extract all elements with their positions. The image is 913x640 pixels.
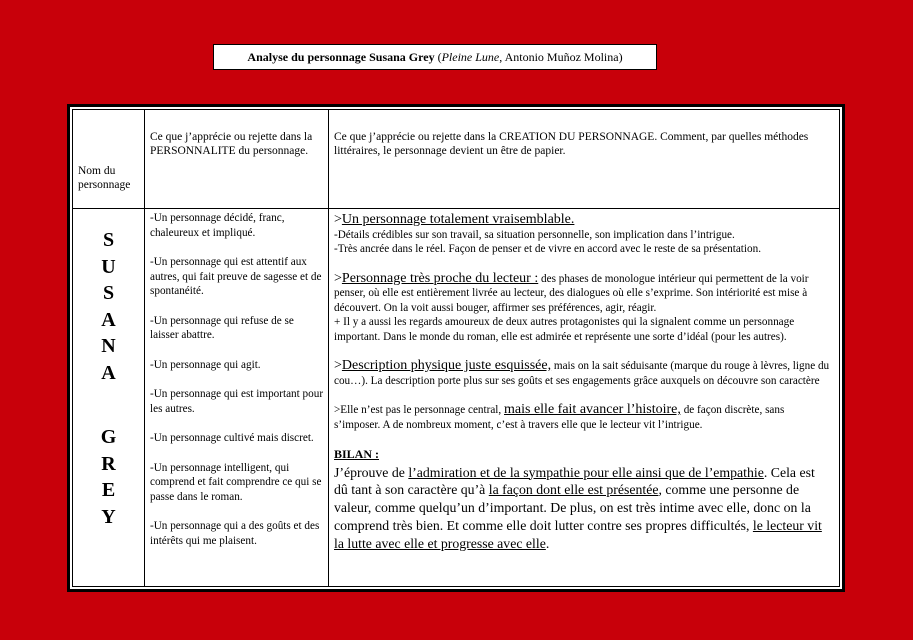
name-letter: E: [101, 479, 116, 501]
arrow-marker: >: [334, 358, 342, 373]
name-letter: S: [102, 229, 115, 251]
creation-text: >Elle n’est pas le personnage central,: [334, 404, 505, 416]
creation-heading: Un personnage totalement vraisemblable.: [341, 212, 575, 227]
creation-text: + Il y a aussi les regards amoureux de deux autres protagonistes qui la signalent comme un personnage important. Dans le monde du roman, elle est admirée et représente une sorte d’idéal (pour les autres).: [334, 316, 795, 343]
personality-item: -Un personnage cultivé mais discret.: [150, 432, 314, 444]
table-body-row: [73, 209, 840, 587]
creation-text: des phases de monologue intérieur qui permettent de la voir penser, où elle est entièrement livrée au lecteur, des dialogues où elle s’exprime. Son intériorité est mise à découvert. On la voit aussi bouger, affirmer ses préférences, agir, réagir.: [334, 272, 809, 314]
name-letter: S: [102, 282, 115, 304]
title-open-paren: (: [434, 49, 442, 64]
creation-text: de façon discrète, sans s’imposer. A de nombreux moment, c’est à travers elle que le lecteur vit l’intrigue.: [334, 404, 785, 431]
analysis-table: [72, 109, 840, 587]
personality-item: -Un personnage qui agit.: [150, 358, 261, 371]
title-book: Pleine Lune: [441, 49, 500, 64]
bilan-heading: BILAN :: [334, 447, 380, 461]
creation-cell: [329, 209, 840, 587]
header-name: Nom du personnage: [73, 110, 145, 209]
header-creation: Ce que j’apprécie ou rejette dans la CREATION DU PERSONNAGE. Comment, par quelles méthodes littéraires, le personnage devient un être de papier.: [329, 110, 840, 209]
creation-block-credible: [334, 213, 831, 257]
arrow-marker: >: [334, 212, 342, 227]
personality-item: -Un personnage décidé, franc, chaleureux et impliqué.: [150, 212, 285, 239]
personality-item: -Un personnage qui est attentif aux autres, qui fait preuve de sagesse et de spontanéité.: [150, 256, 322, 297]
creation-block-description: [334, 359, 831, 388]
arrow-marker: >: [334, 270, 342, 286]
character-name-cell: [73, 209, 145, 587]
name-letter: N: [101, 335, 116, 357]
table-header-row: [73, 110, 840, 209]
title-author: , Antonio Muñoz Molina): [499, 49, 623, 64]
creation-line: -Détails crédibles sur son travail, sa situation personnelle, son implication dans l’intrigue.: [334, 228, 735, 241]
personality-cell: [145, 209, 329, 587]
creation-line: -Très ancrée dans le réel. Façon de penser et de vivre en accord avec le reste de sa présentation.: [334, 243, 761, 255]
creation-text: mais on la sait séduisante (marque du rouge à lèvres, ligne du cou…). La description porte plus sur ses goûts et ses engagements grâce auxquels on découvre son caractère: [334, 360, 830, 387]
header-personality: Ce que j’apprécie ou rejette dans la PERSONNALITE du personnage.: [145, 110, 329, 209]
name-letter: U: [101, 255, 116, 278]
creation-block-story: [334, 403, 831, 432]
creation-heading: Description physique juste esquissée,: [341, 358, 552, 373]
name-letter: A: [101, 361, 116, 384]
personality-item: -Un personnage intelligent, qui comprend et fait comprendre ce qui se passe dans le roman.: [150, 461, 322, 503]
creation-heading: mais elle fait avancer l’histoire,: [504, 402, 681, 417]
bilan-block: [334, 447, 831, 552]
document-title: [213, 44, 657, 70]
personality-item: -Un personnage qui refuse de se laisser abattre.: [150, 314, 294, 341]
analysis-table-frame: [67, 104, 845, 592]
creation-block-close: [334, 272, 831, 345]
name-letter: G: [100, 426, 117, 448]
name-letter: Y: [101, 505, 116, 528]
name-letter: A: [101, 308, 116, 331]
personality-item: -Un personnage qui a des goûts et des intérêts qui me plaisent.: [150, 520, 320, 547]
name-letter: R: [101, 452, 116, 475]
personality-item: -Un personnage qui est important pour les autres.: [150, 388, 324, 415]
bilan-text: J’éprouve de l’admiration et de la sympathie pour elle ainsi que de l’empathie. Cela est dû tant à son caractère qu’à la façon dont elle est présentée, comme une personne de valeur, comme quelqu’un d’important. De plus, on est très intime avec elle, donc on la comprend très bien. Et comme elle doit lutter contre ses propres difficultés, le lecteur vit la lutte avec elle et progresse avec elle.: [334, 464, 822, 551]
title-bold: Analyse du personnage Susana Grey: [247, 49, 435, 64]
creation-heading: Personnage très proche du lecteur :: [341, 270, 539, 286]
